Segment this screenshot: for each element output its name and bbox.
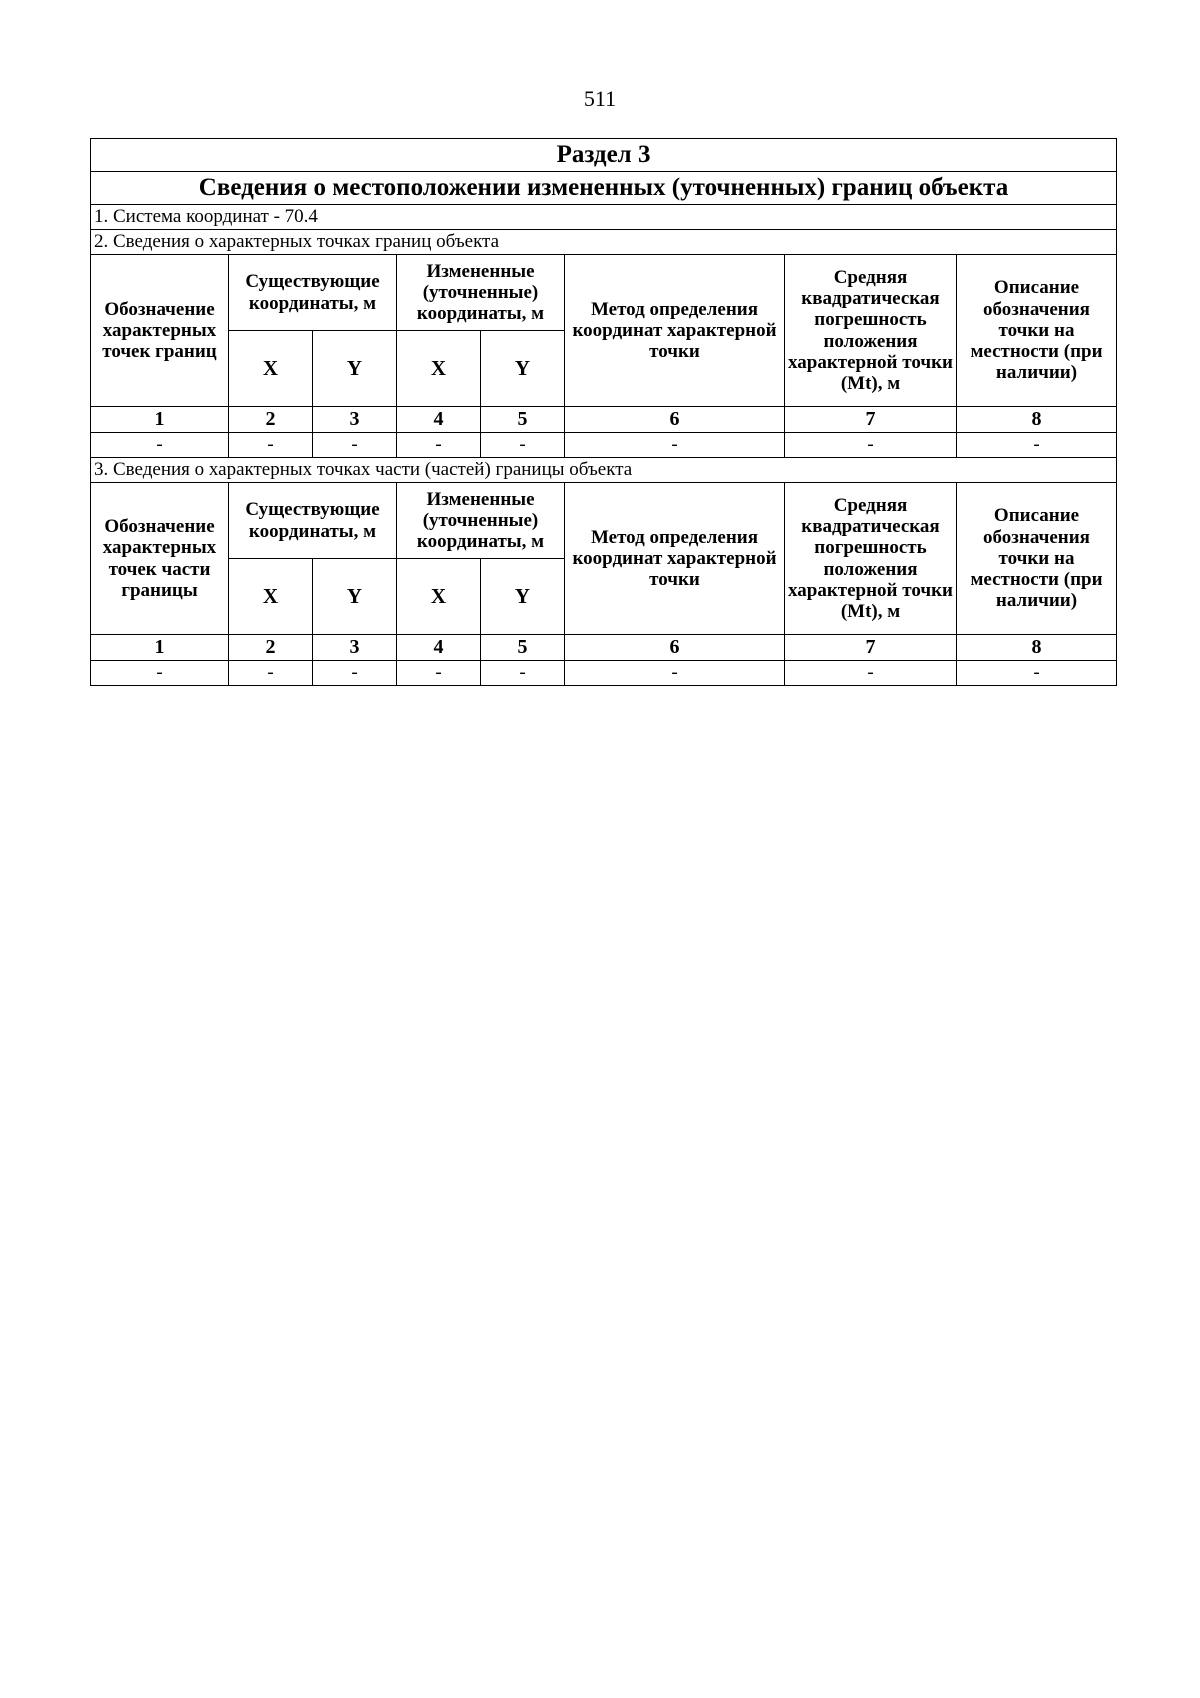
part3-number-row: [91, 635, 1117, 661]
column-number: 3: [313, 407, 397, 433]
column-number: 3: [313, 635, 397, 661]
column-number: 1: [91, 635, 229, 661]
table-cell: -: [229, 661, 313, 686]
part2-data-row: [91, 433, 1117, 458]
table-cell: -: [785, 433, 957, 458]
table-cell: -: [397, 661, 481, 686]
table-cell: -: [957, 433, 1117, 458]
part3-header-description: Описание обозначения точки на местности (при наличии): [957, 483, 1117, 635]
table-cell: -: [91, 661, 229, 686]
table-cell: -: [481, 661, 565, 686]
coordinate-system: 1. Система координат - 70.4: [91, 205, 1117, 230]
part3-header-changed: Измененные (уточненные) координаты, м: [397, 483, 565, 559]
part2-header-description: Описание обозначения точки на местности (при наличии): [957, 255, 1117, 407]
section-3-table: [90, 138, 1117, 686]
part3-header-existing: Существующие координаты, м: [229, 483, 397, 559]
part2-header-existing: Существующие координаты, м: [229, 255, 397, 331]
page-number: 511: [583, 86, 617, 111]
table-cell: -: [481, 433, 565, 458]
table-cell: -: [785, 661, 957, 686]
part2-header-y-existing: Y: [313, 331, 397, 407]
column-number: 8: [957, 407, 1117, 433]
column-number: 2: [229, 407, 313, 433]
part2-caption: 2. Сведения о характерных точках границ объекта: [91, 230, 1117, 255]
column-number: 7: [785, 635, 957, 661]
part3-header-designation: Обозначение характерных точек части границы: [91, 483, 229, 635]
column-number: 2: [229, 635, 313, 661]
part3-header-error: Средняя квадратическая погрешность положения характерной точки (Mt), м: [785, 483, 957, 635]
part2-header-x-changed: X: [397, 331, 481, 407]
column-number: 6: [565, 635, 785, 661]
table-cell: -: [565, 661, 785, 686]
table-cell: -: [91, 433, 229, 458]
column-number: 1: [91, 407, 229, 433]
part2-header-x-existing: X: [229, 331, 313, 407]
column-number: 6: [565, 407, 785, 433]
part3-header-x-existing: X: [229, 559, 313, 635]
part3-header-y-changed: Y: [481, 559, 565, 635]
column-number: 4: [397, 407, 481, 433]
part2-number-row: [91, 407, 1117, 433]
part2-header-changed: Измененные (уточненные) координаты, м: [397, 255, 565, 331]
table-cell: -: [313, 433, 397, 458]
part3-caption: 3. Сведения о характерных точках части (частей) границы объекта: [91, 458, 1117, 483]
column-number: 5: [481, 407, 565, 433]
part2-header-y-changed: Y: [481, 331, 565, 407]
table-cell: -: [229, 433, 313, 458]
column-number: 5: [481, 635, 565, 661]
part2-header-designation: Обозначение характерных точек границ: [91, 255, 229, 407]
table-cell: -: [397, 433, 481, 458]
section-subtitle: Сведения о местоположении измененных (уточненных) границ объекта: [91, 172, 1117, 205]
table-cell: -: [957, 661, 1117, 686]
column-number: 4: [397, 635, 481, 661]
table-cell: -: [565, 433, 785, 458]
part3-data-row: [91, 661, 1117, 686]
section-title: Раздел 3: [91, 139, 1117, 172]
column-number: 7: [785, 407, 957, 433]
part3-header-method: Метод определения координат характерной точки: [565, 483, 785, 635]
part2-header-error: Средняя квадратическая погрешность положения характерной точки (Mt), м: [785, 255, 957, 407]
table-cell: -: [313, 661, 397, 686]
part2-header-method: Метод определения координат характерной точки: [565, 255, 785, 407]
column-number: 8: [957, 635, 1117, 661]
part3-header-y-existing: Y: [313, 559, 397, 635]
part3-header-x-changed: X: [397, 559, 481, 635]
